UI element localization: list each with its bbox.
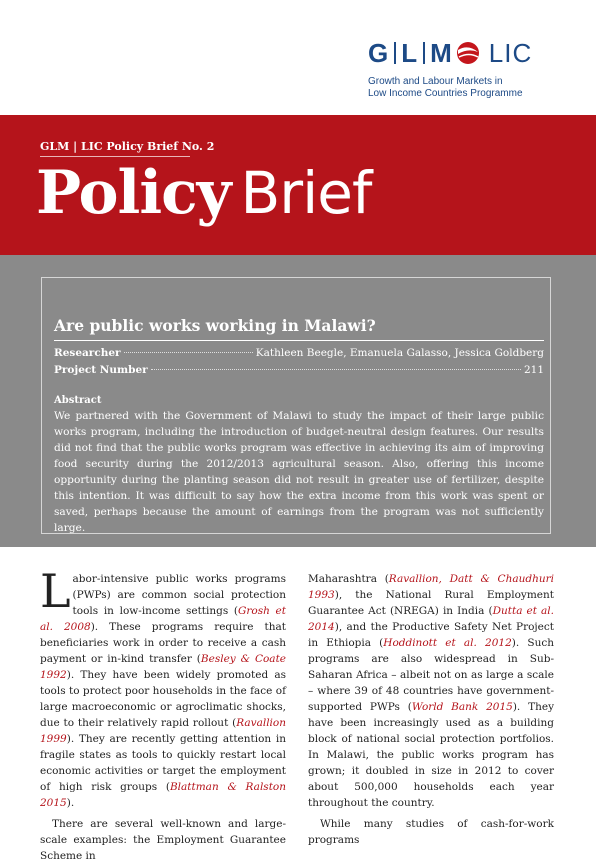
body-paragraph: While many studies of cash-for-work programs (308, 818, 554, 846)
abstract-label: Abstract (54, 395, 102, 406)
abstract-text: We partnered with the Government of Malawi to study the impact of their large public works program, including the introduction of budget-neutral design features. Our results did not find that the public works program was effective in achieving its aim of improving food security during the 2012/2013 agricultural season. Also, offering this income opportunity during the planting season did not result in greater use of fertilizer, despite this intention. It was difficult to say how the extra income from this work was spent or saved, perhaps because the amount of earnings from the program was not sufficiently large. (54, 410, 544, 534)
logo-wordmark (368, 36, 532, 70)
body-column-right (308, 571, 554, 848)
citation-link[interactable]: World Bank 2015 (411, 701, 513, 713)
logo-letter-l: L (401, 37, 419, 68)
body-text: ). They are recently getting attention in fragile states as tools to quickly restart local economic activities or target the employment of high risk groups ( (40, 733, 286, 793)
dot-leader (124, 352, 253, 353)
body-text: ). They have been increasingly used as a building block of national social protection portfolios. In Malawi, the public works program has grown; it doubled in size in 2012 to cover about 500,000 households each year throughout the country. (308, 701, 554, 809)
citation-link[interactable]: Grosh et al. 2008 (40, 605, 286, 633)
body-text: abor-intensive public works programs (PWPs) are common social protection tools in low-income settings ( (72, 573, 286, 617)
title-brief: Brief (240, 159, 372, 227)
body-text: Maharashtra ( (308, 573, 389, 585)
body-column-left (40, 564, 286, 864)
logo-suffix: LIC (488, 37, 533, 68)
logo-divider (423, 42, 425, 64)
project-value: 211 (523, 364, 544, 376)
drop-cap: L (40, 564, 71, 618)
researcher-label: Researcher (54, 347, 121, 359)
title-policy: Policy (36, 158, 231, 228)
body-paragraph: There are several well-known and large-scale examples: the Employment Guarantee Scheme in (40, 818, 286, 862)
citation-link[interactable]: Dutta et al. 2014 (308, 605, 555, 633)
logo-subtitle-line: Low Income Countries Programme (368, 88, 523, 99)
researcher-row (54, 347, 544, 359)
body-text: ). (66, 797, 75, 809)
body-text: ). These programs require that beneficiaries work in order to receive a cash payment or in-kind transfer ( (40, 621, 286, 665)
project-label: Project Number (54, 364, 148, 376)
body-text: ), the National Rural Employment Guarantee Act (NREGA) in India ( (308, 589, 554, 617)
citation-link[interactable]: Ravallion, Datt & Chaudhuri 1993 (308, 573, 554, 601)
body-paragraph (40, 564, 286, 811)
globe-swoosh-icon (455, 40, 481, 66)
body-paragraph (308, 571, 554, 811)
summary-question: Are public works working in Malawi? (54, 316, 376, 335)
citation-link[interactable]: Besley & Coate 1992 (40, 653, 286, 681)
series-label: GLM | LIC Policy Brief No. 2 (40, 140, 215, 153)
project-row (54, 364, 544, 376)
logo-subtitle (368, 76, 523, 100)
series-underline (40, 156, 190, 157)
glm-lic-logo (368, 36, 568, 106)
page-title (36, 158, 371, 228)
body-text: ). Such programs are also widespread in Sub-Saharan Africa – albeit not on as large a scale – where 39 of 48 countries have government-supported PWPs ( (308, 637, 555, 713)
logo-letter-m: M (430, 37, 453, 68)
citation-link[interactable]: Ravallion 1999 (40, 717, 286, 745)
logo-divider (394, 42, 396, 64)
body-text: ), and the Productive Safety Net Project in Ethiopia ( (308, 621, 554, 649)
logo-letter-g: G (368, 37, 390, 68)
logo-subtitle-line: Growth and Labour Markets in (368, 76, 503, 87)
citation-link[interactable]: Blattman & Ralston 2015 (40, 781, 286, 809)
citation-link[interactable]: Hoddinott et al. 2012 (383, 637, 512, 649)
dot-leader (151, 369, 521, 370)
summary-rule (54, 340, 544, 341)
body-text: ). They have been widely promoted as tools to protect poor households in the face of large macroeconomic or agroclimatic shocks, due to their relatively rapid rollout ( (40, 669, 286, 729)
researcher-value: Kathleen Beegle, Emanuela Galasso, Jessica Goldberg (255, 347, 544, 359)
